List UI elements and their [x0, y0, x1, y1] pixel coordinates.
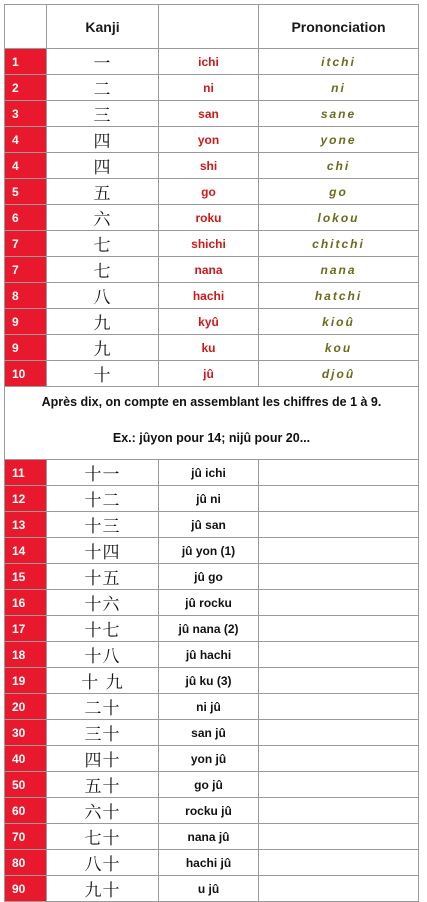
row-kanji: 十二: [47, 486, 159, 512]
table-row: [5, 616, 419, 642]
row-pronunciation: [259, 590, 419, 616]
table-row: [5, 720, 419, 746]
row-number: 8: [5, 283, 47, 309]
row-kanji: 六: [47, 205, 159, 231]
note-text-line1: Après dix, on compte en assemblant les chiffres de 1 à 9.: [5, 387, 419, 418]
table-row: [5, 824, 419, 850]
row-romaji: ichi: [159, 49, 259, 75]
note-row: [5, 387, 419, 418]
row-number: 3: [5, 101, 47, 127]
row-pronunciation: [259, 486, 419, 512]
row-romaji: jû: [159, 361, 259, 387]
row-number: 14: [5, 538, 47, 564]
row-romaji: yon: [159, 127, 259, 153]
row-romaji: roku: [159, 205, 259, 231]
header-number: [5, 5, 47, 49]
row-romaji: san: [159, 101, 259, 127]
row-pronunciation: [259, 694, 419, 720]
row-number: 6: [5, 205, 47, 231]
row-kanji: 十七: [47, 616, 159, 642]
table-row: [5, 361, 419, 387]
row-pronunciation: [259, 668, 419, 694]
row-kanji: 五十: [47, 772, 159, 798]
row-number: 70: [5, 824, 47, 850]
row-romaji: shichi: [159, 231, 259, 257]
header-row: [5, 5, 419, 49]
row-kanji: 七十: [47, 824, 159, 850]
row-kanji: 九: [47, 309, 159, 335]
header-kanji: Kanji: [47, 5, 159, 49]
table-row: [5, 876, 419, 902]
row-number: 15: [5, 564, 47, 590]
table-row: [5, 772, 419, 798]
row-pronunciation: [259, 460, 419, 486]
row-number: 13: [5, 512, 47, 538]
table-row: [5, 798, 419, 824]
table-row: [5, 512, 419, 538]
row-kanji: 十 九: [47, 668, 159, 694]
row-romaji: go jû: [159, 772, 259, 798]
row-pronunciation: [259, 616, 419, 642]
row-romaji: jû hachi: [159, 642, 259, 668]
table-row: [5, 460, 419, 486]
row-number: 18: [5, 642, 47, 668]
table-row: [5, 668, 419, 694]
row-kanji: 五: [47, 179, 159, 205]
row-romaji: rocku jû: [159, 798, 259, 824]
row-romaji: ni: [159, 75, 259, 101]
row-kanji: 十六: [47, 590, 159, 616]
row-romaji: jû rocku: [159, 590, 259, 616]
table-row: [5, 49, 419, 75]
row-kanji: 七: [47, 231, 159, 257]
row-pronunciation: lokou: [259, 205, 419, 231]
table-row: [5, 642, 419, 668]
row-pronunciation: [259, 876, 419, 902]
row-pronunciation: [259, 538, 419, 564]
row-romaji: jû yon (1): [159, 538, 259, 564]
row-kanji: 三: [47, 101, 159, 127]
row-pronunciation: [259, 798, 419, 824]
row-romaji: ku: [159, 335, 259, 361]
row-pronunciation: [259, 850, 419, 876]
row-romaji: jû ku (3): [159, 668, 259, 694]
row-romaji: jû san: [159, 512, 259, 538]
row-number: 7: [5, 257, 47, 283]
header-romaji: [159, 5, 259, 49]
row-pronunciation: [259, 720, 419, 746]
row-pronunciation: kioû: [259, 309, 419, 335]
row-number: 40: [5, 746, 47, 772]
table-row: [5, 564, 419, 590]
row-pronunciation: djoû: [259, 361, 419, 387]
table-row: [5, 538, 419, 564]
row-kanji: 十五: [47, 564, 159, 590]
row-kanji: 六十: [47, 798, 159, 824]
row-number: 16: [5, 590, 47, 616]
row-number: 19: [5, 668, 47, 694]
row-romaji: hachi jû: [159, 850, 259, 876]
row-kanji: 四: [47, 153, 159, 179]
table-row: [5, 205, 419, 231]
row-pronunciation: [259, 772, 419, 798]
row-number: 50: [5, 772, 47, 798]
row-kanji: 二: [47, 75, 159, 101]
row-pronunciation: [259, 642, 419, 668]
row-number: 5: [5, 179, 47, 205]
row-number: 1: [5, 49, 47, 75]
row-kanji: 八: [47, 283, 159, 309]
row-pronunciation: ni: [259, 75, 419, 101]
row-kanji: 九: [47, 335, 159, 361]
row-romaji: jû ichi: [159, 460, 259, 486]
row-number: 17: [5, 616, 47, 642]
row-romaji: jû nana (2): [159, 616, 259, 642]
row-number: 7: [5, 231, 47, 257]
row-romaji: nana jû: [159, 824, 259, 850]
table-row: [5, 486, 419, 512]
row-pronunciation: itchi: [259, 49, 419, 75]
row-number: 80: [5, 850, 47, 876]
row-pronunciation: [259, 746, 419, 772]
row-number: 9: [5, 335, 47, 361]
row-number: 60: [5, 798, 47, 824]
row-pronunciation: sane: [259, 101, 419, 127]
row-number: 9: [5, 309, 47, 335]
header-pronunciation: Prononciation: [259, 5, 419, 49]
row-number: 10: [5, 361, 47, 387]
row-kanji: 一: [47, 49, 159, 75]
table-row: [5, 179, 419, 205]
row-pronunciation: [259, 564, 419, 590]
japanese-numbers-table: [4, 4, 419, 902]
row-number: 90: [5, 876, 47, 902]
row-number: 4: [5, 127, 47, 153]
table-row: [5, 101, 419, 127]
row-kanji: 九十: [47, 876, 159, 902]
row-pronunciation: nana: [259, 257, 419, 283]
row-kanji: 二十: [47, 694, 159, 720]
row-number: 4: [5, 153, 47, 179]
row-number: 2: [5, 75, 47, 101]
row-romaji: san jû: [159, 720, 259, 746]
row-romaji: yon jû: [159, 746, 259, 772]
row-kanji: 八十: [47, 850, 159, 876]
row-kanji: 十一: [47, 460, 159, 486]
table-row: [5, 309, 419, 335]
row-kanji: 十四: [47, 538, 159, 564]
table-row: [5, 75, 419, 101]
row-romaji: nana: [159, 257, 259, 283]
row-pronunciation: [259, 824, 419, 850]
table-row: [5, 850, 419, 876]
table-row: [5, 746, 419, 772]
row-pronunciation: kou: [259, 335, 419, 361]
row-number: 12: [5, 486, 47, 512]
note-row: [5, 417, 419, 460]
row-romaji: shi: [159, 153, 259, 179]
row-romaji: ni jû: [159, 694, 259, 720]
row-kanji: 四: [47, 127, 159, 153]
row-kanji: 十三: [47, 512, 159, 538]
row-romaji: jû go: [159, 564, 259, 590]
table-row: [5, 153, 419, 179]
row-pronunciation: go: [259, 179, 419, 205]
row-kanji: 七: [47, 257, 159, 283]
table-row: [5, 590, 419, 616]
row-pronunciation: chitchi: [259, 231, 419, 257]
row-romaji: jû ni: [159, 486, 259, 512]
table-row: [5, 335, 419, 361]
row-romaji: u jû: [159, 876, 259, 902]
row-romaji: kyû: [159, 309, 259, 335]
row-pronunciation: yone: [259, 127, 419, 153]
row-number: 20: [5, 694, 47, 720]
row-pronunciation: chi: [259, 153, 419, 179]
table-row: [5, 283, 419, 309]
row-kanji: 四十: [47, 746, 159, 772]
table-row: [5, 127, 419, 153]
note-text-line2: Ex.: jûyon pour 14; nijû pour 20...: [5, 417, 419, 460]
row-number: 11: [5, 460, 47, 486]
row-kanji: 十八: [47, 642, 159, 668]
row-kanji: 十: [47, 361, 159, 387]
row-romaji: go: [159, 179, 259, 205]
table-row: [5, 231, 419, 257]
row-number: 30: [5, 720, 47, 746]
table-row: [5, 257, 419, 283]
row-romaji: hachi: [159, 283, 259, 309]
row-kanji: 三十: [47, 720, 159, 746]
row-pronunciation: hatchi: [259, 283, 419, 309]
row-pronunciation: [259, 512, 419, 538]
table-row: [5, 694, 419, 720]
